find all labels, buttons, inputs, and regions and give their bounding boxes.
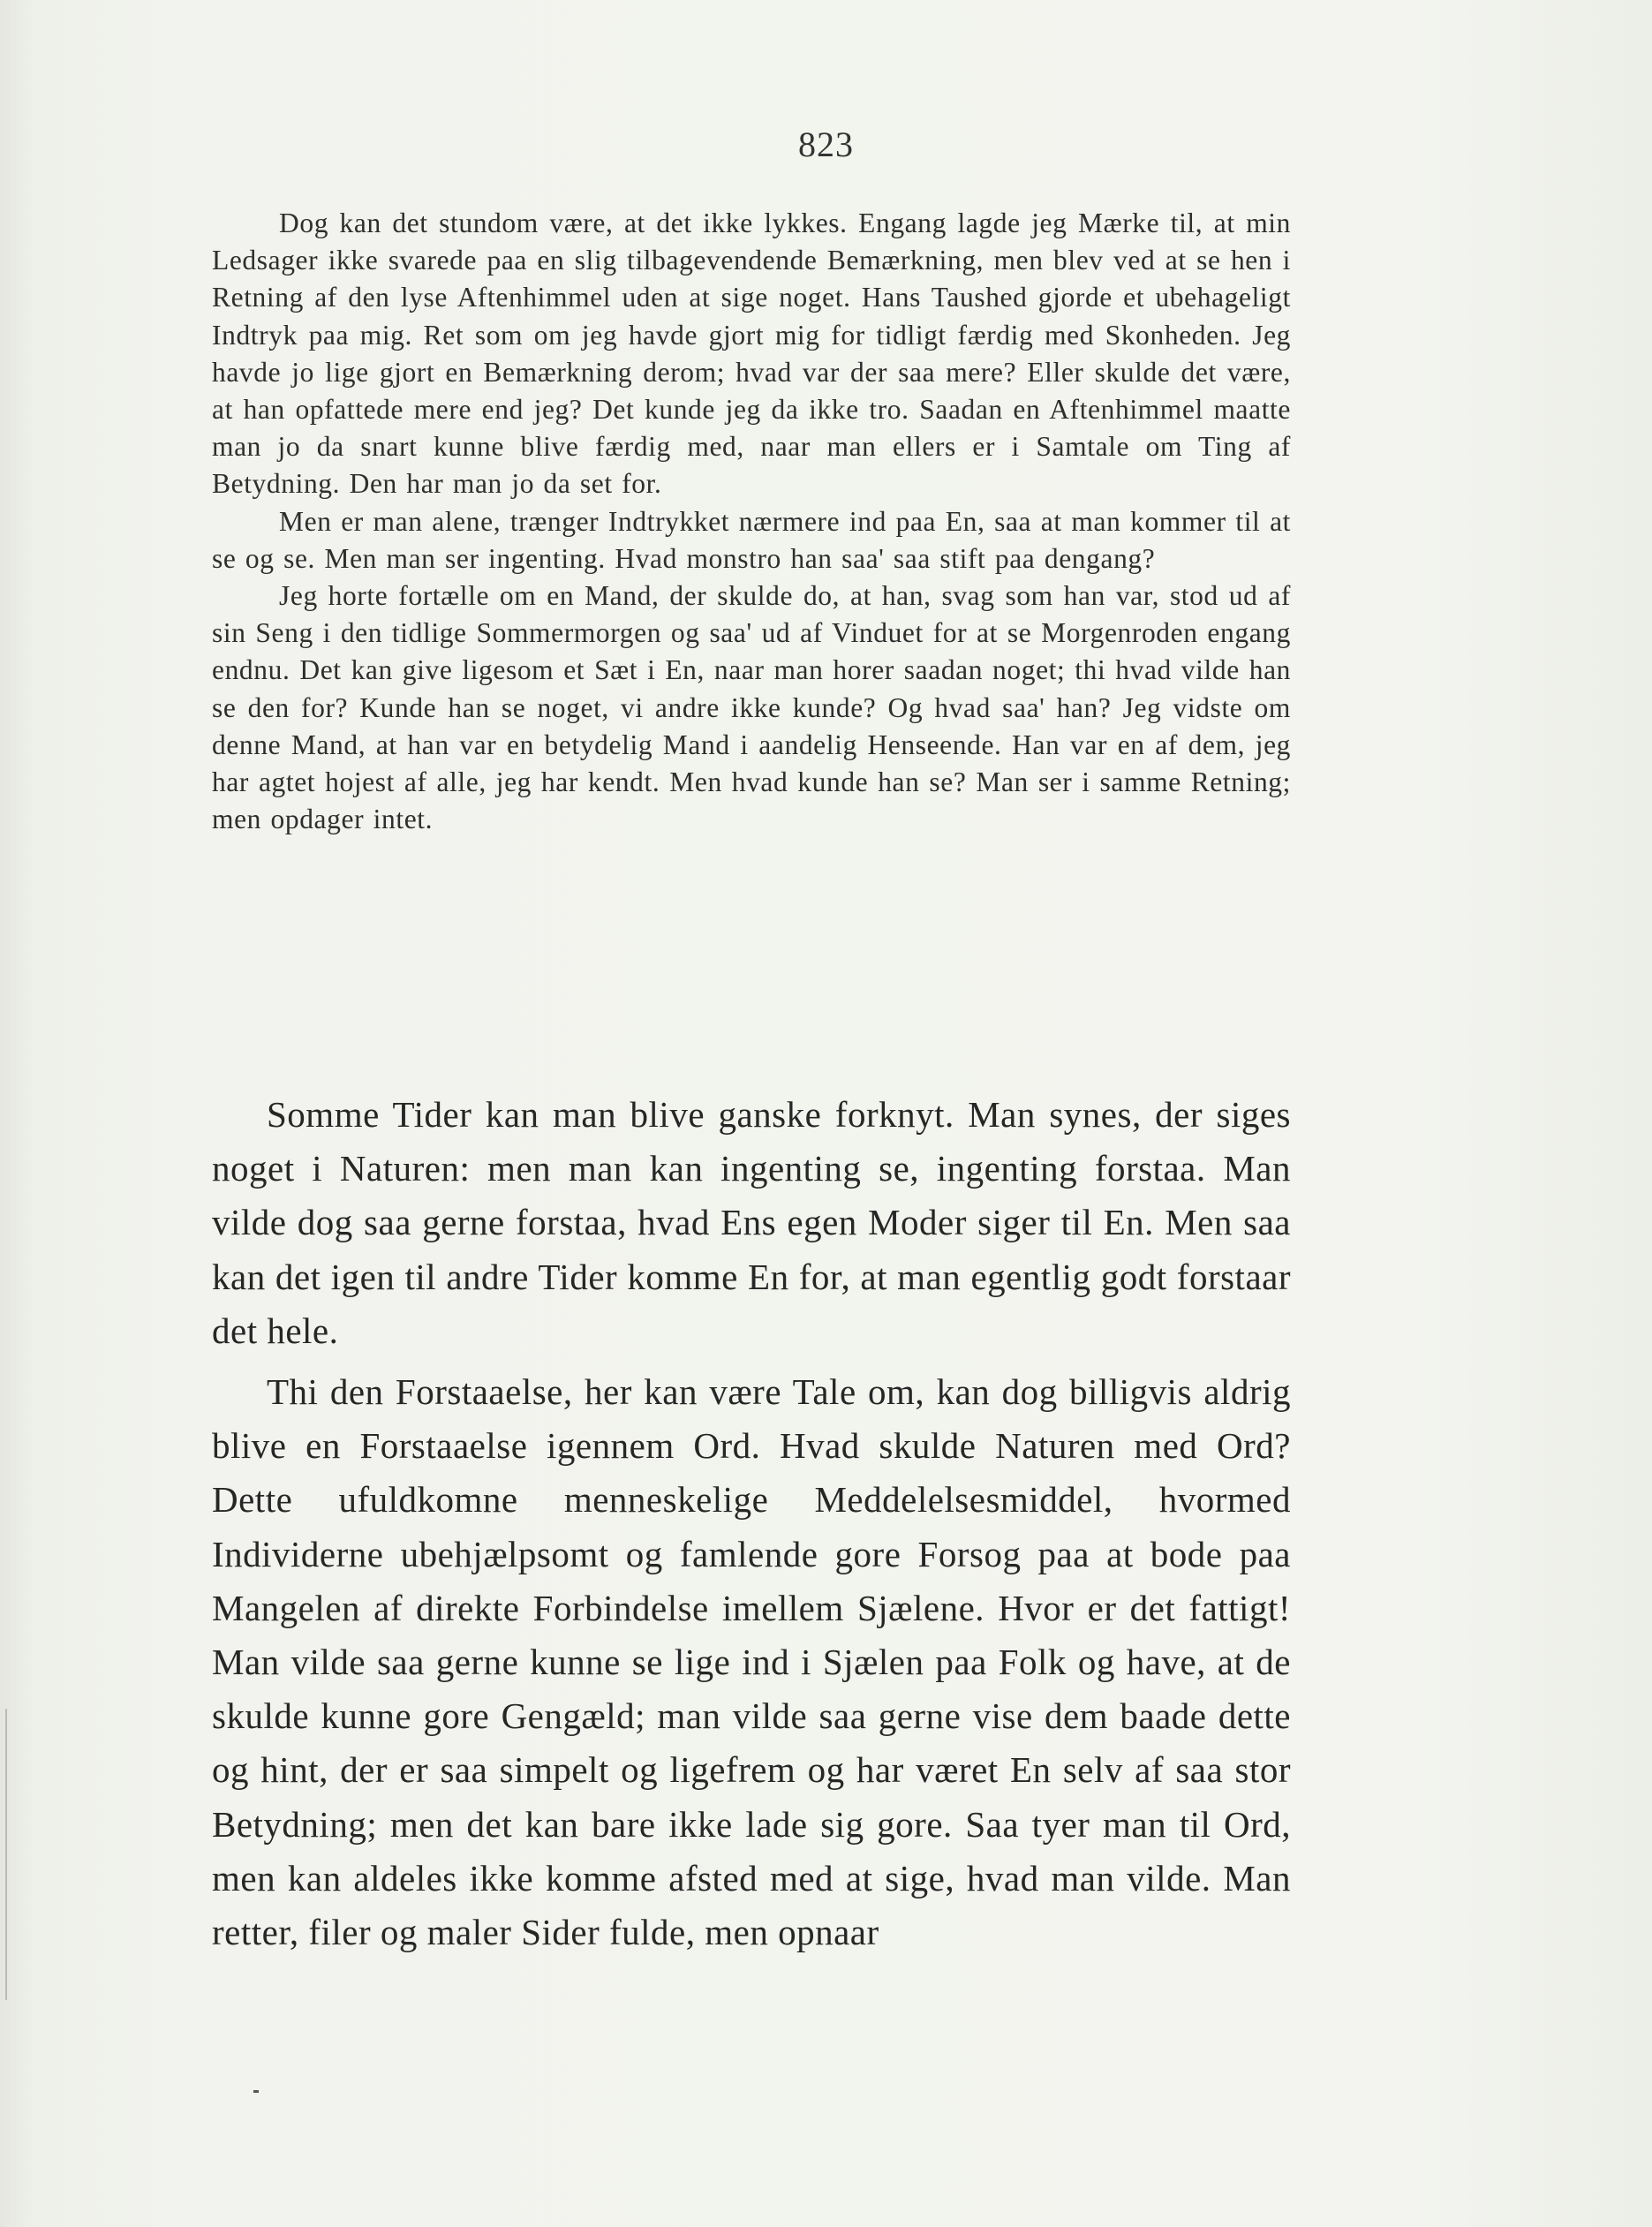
binding-edge-mark (5, 1709, 7, 2000)
paragraph: Men er man alene, trænger Indtrykket nærmere ind paa En, saa at man kommer til at se og se. Men man ser ingenting. Hvad monstro han saa' saa stift paa dengang? (212, 505, 1291, 574)
paragraph: Dog kan det stundom være, at det ikke lykkes. Engang lagde jeg Mærke til, at min Ledsager ikke svarede paa en slig tilbagevendende Bemærkning, men blev ved at se hen i Retning af den lyse Aftenhimmel uden at sige noget. Hans Taushed gjorde et ubehageligt Indtryk paa mig. Ret som om jeg havde gjort mig for tidligt færdig med Skonheden. Jeg havde jo lige gjort en Bemærkning derom; hvad var der saa mere? Eller skulde det være, at han opfattede mere end jeg? Det kunde jeg da ikke tro. Saadan en Aftenhimmel maatte man jo da snart kunne blive færdig med, naar man ellers er i Samtale om Ting af Betydning. Den har man jo da set for. (212, 208, 1291, 500)
printer-mark (253, 2090, 259, 2093)
large-text-block (212, 1088, 1291, 1959)
paragraph: Jeg horte fortælle om en Mand, der skulde do, at han, svag som han var, stod ud af sin Seng i den tidlige Sommermorgen og saa' ud af Vinduet for at se Morgenroden engang endnu. Det kan give ligesom et Sæt i En, naar man horer saadan noget; thi hvad vilde han se den for? Kunde han se noget, vi andre ikke kunde? Og hvad saa' han? Jeg vidste om denne Mand, at han var en betydelig Mand i aandelig Henseende. Han var en af dem, jeg har agtet hojest af alle, jeg har kendt. Men hvad kunde han se? Man ser i samme Retning; men opdager intet. (212, 580, 1291, 835)
paragraph: Thi den Forstaaelse, her kan være Tale om, kan dog billigvis aldrig blive en Forstaaelse igennem Ord. Hvad skulde Naturen med Ord? Dette ufuldkomne menneskelige Meddelelsesmiddel, hvormed Individerne ubehjælpsomt og famlende gore Forsog paa at bode paa Mangelen af direkte Forbindelse imellem Sjælene. Hvor er det fattigt! Man vilde saa gerne kunne se lige ind i Sjælen paa Folk og have, at de skulde kunne gore Gengæld; man vilde saa gerne vise dem baade dette og hint, der er saa simpelt og ligefrem og har været En selv af saa stor Betydning; men det kan bare ikke lade sig gore. Saa tyer man til Ord, men kan aldeles ikke komme afsted med at sige, hvad man vilde. Man retter, filer og maler Sider fulde, men opnaar (212, 1371, 1291, 1953)
page-number: 823 (798, 125, 854, 164)
small-text-block (212, 205, 1291, 838)
paragraph: Somme Tider kan man blive ganske forknyt. Man synes, der siges noget i Naturen: men man kan ingenting se, ingenting forstaa. Man vilde dog saa gerne forstaa, hvad Ens egen Moder siger til En. Men saa kan det igen til andre Tider komme En for, at man egentlig godt forstaar det hele. (212, 1094, 1291, 1351)
